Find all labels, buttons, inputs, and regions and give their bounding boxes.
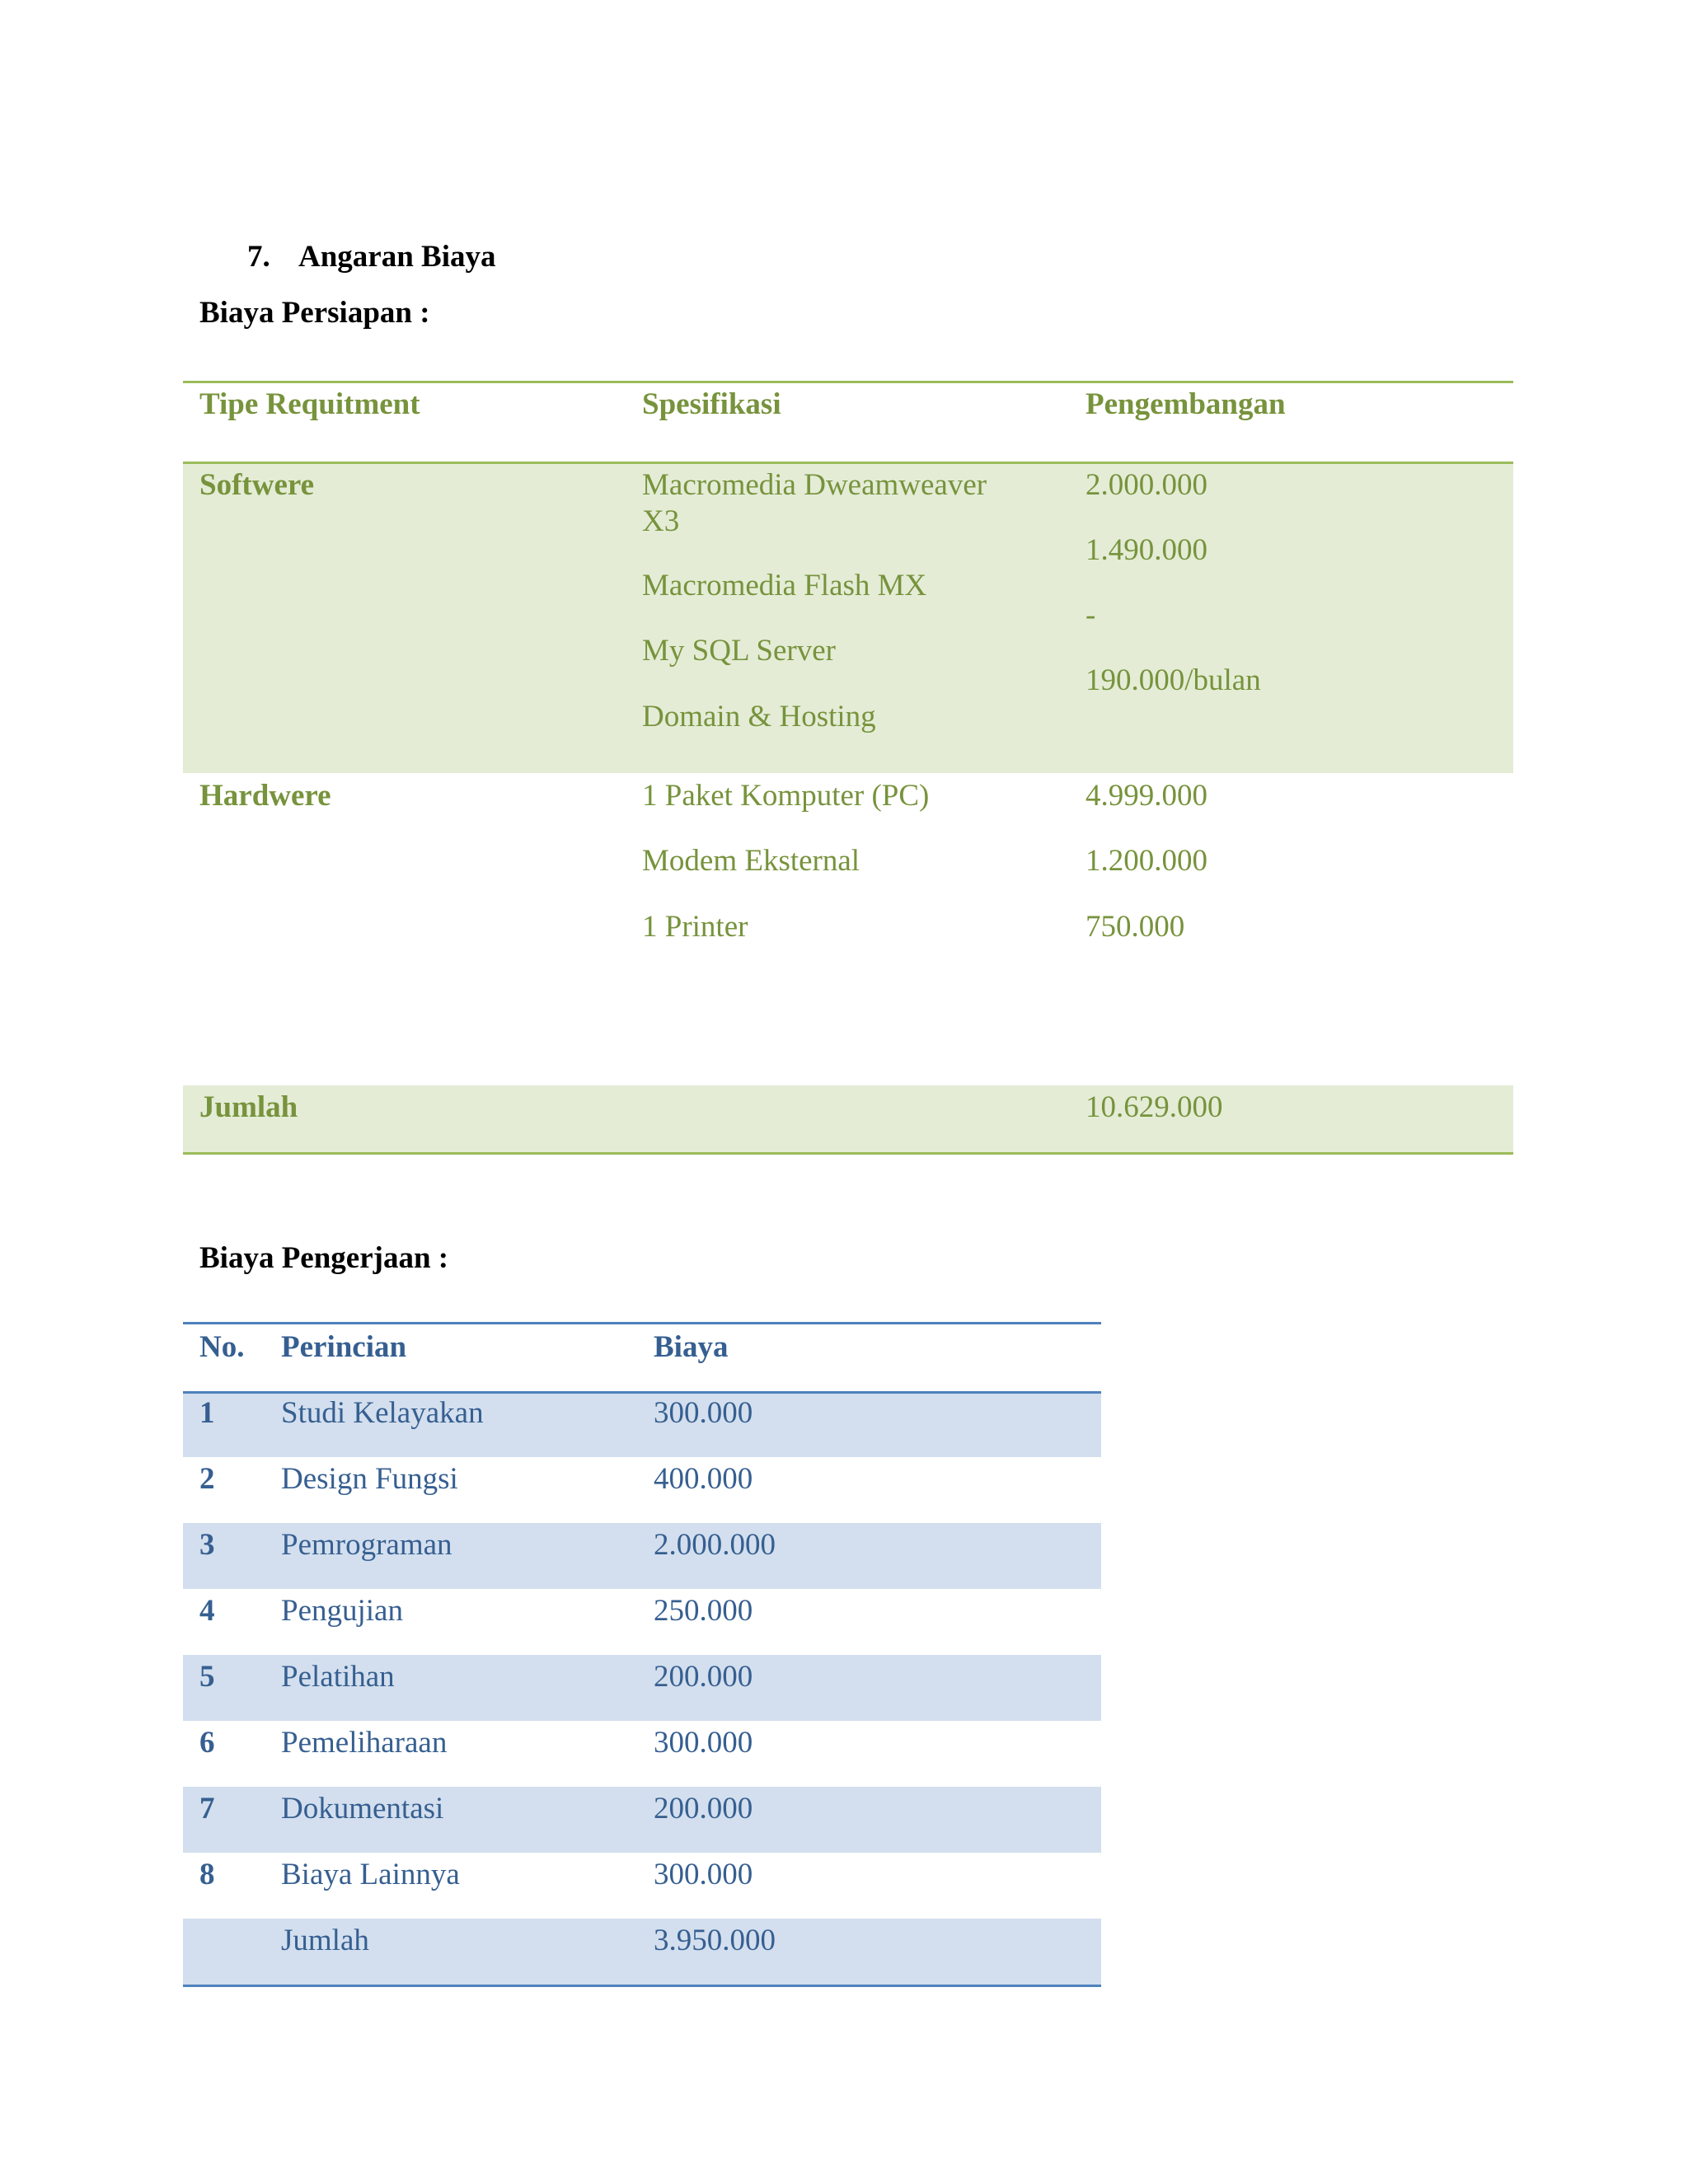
row-cost: 400.000 (654, 1462, 753, 1496)
row-cost: 200.000 (654, 1660, 753, 1694)
software-cost: 1.490.000 (1085, 533, 1207, 567)
row-no: 4 (199, 1594, 215, 1628)
hardware-cost: 4.999.000 (1085, 779, 1207, 813)
hardware-spec: 1 Paket Komputer (PC) (642, 779, 930, 813)
row-item: Design Fungsi (281, 1462, 458, 1496)
row-no: 1 (199, 1396, 215, 1430)
software-type: Softwere (199, 468, 315, 502)
hardware-cost: 1.200.000 (1085, 844, 1207, 878)
total-row-band (183, 1085, 1513, 1153)
persiapan-title: Biaya Persiapan : (199, 296, 430, 330)
row-item: Pelatihan (281, 1660, 395, 1694)
table-bottom-rule (183, 1152, 1513, 1155)
pengerjaan-title: Biaya Pengerjaan : (199, 1241, 449, 1275)
row-no: 3 (199, 1528, 215, 1562)
header-rule (183, 1391, 1101, 1394)
total-value: 10.629.000 (1085, 1090, 1223, 1124)
total-label: Jumlah (281, 1924, 369, 1957)
row-cost: 200.000 (654, 1792, 753, 1825)
row-no: 8 (199, 1858, 215, 1891)
hardware-spec: Modem Eksternal (642, 844, 860, 878)
row-item: Biaya Lainnya (281, 1858, 460, 1891)
row-item: Studi Kelayakan (281, 1396, 484, 1430)
software-spec: Macromedia Dweamweaver (642, 468, 987, 502)
table-top-rule (183, 1322, 1101, 1324)
table-top-rule (183, 381, 1513, 383)
row-cost: 250.000 (654, 1594, 753, 1628)
hardware-cost: 750.000 (1085, 910, 1185, 944)
row-item: Pemrograman (281, 1528, 452, 1562)
row-no: 2 (199, 1462, 215, 1496)
row-cost: 300.000 (654, 1858, 753, 1891)
software-spec: Domain & Hosting (642, 700, 876, 733)
software-spec: X3 (642, 504, 680, 538)
row-no: 5 (199, 1660, 215, 1694)
hardware-spec: 1 Printer (642, 910, 748, 944)
hardware-type: Hardwere (199, 779, 331, 813)
section-title: Angaran Biaya (298, 240, 496, 274)
software-spec: Macromedia Flash MX (642, 569, 927, 602)
header-rule (183, 462, 1513, 464)
section-number: 7. (247, 240, 270, 274)
row-cost: 300.000 (654, 1396, 753, 1430)
total-value: 3.950.000 (654, 1924, 776, 1957)
header-spesifikasi: Spesifikasi (642, 387, 781, 421)
table-bottom-rule (183, 1985, 1101, 1987)
software-cost: 190.000/bulan (1085, 663, 1261, 697)
row-cost: 2.000.000 (654, 1528, 776, 1562)
header-perincian: Perincian (281, 1330, 407, 1364)
row-item: Pengujian (281, 1594, 403, 1628)
software-cost: 2.000.000 (1085, 468, 1207, 502)
software-cost: - (1085, 598, 1096, 632)
row-no: 6 (199, 1726, 215, 1760)
header-pengembangan: Pengembangan (1085, 387, 1286, 421)
header-no: No. (199, 1330, 245, 1364)
row-no: 7 (199, 1792, 215, 1825)
header-biaya: Biaya (654, 1330, 729, 1364)
row-item: Pemeliharaan (281, 1726, 448, 1760)
row-cost: 300.000 (654, 1726, 753, 1760)
software-spec: My SQL Server (642, 634, 836, 668)
row-item: Dokumentasi (281, 1792, 444, 1825)
total-label: Jumlah (199, 1090, 298, 1124)
header-tipe: Tipe Requitment (199, 387, 420, 421)
